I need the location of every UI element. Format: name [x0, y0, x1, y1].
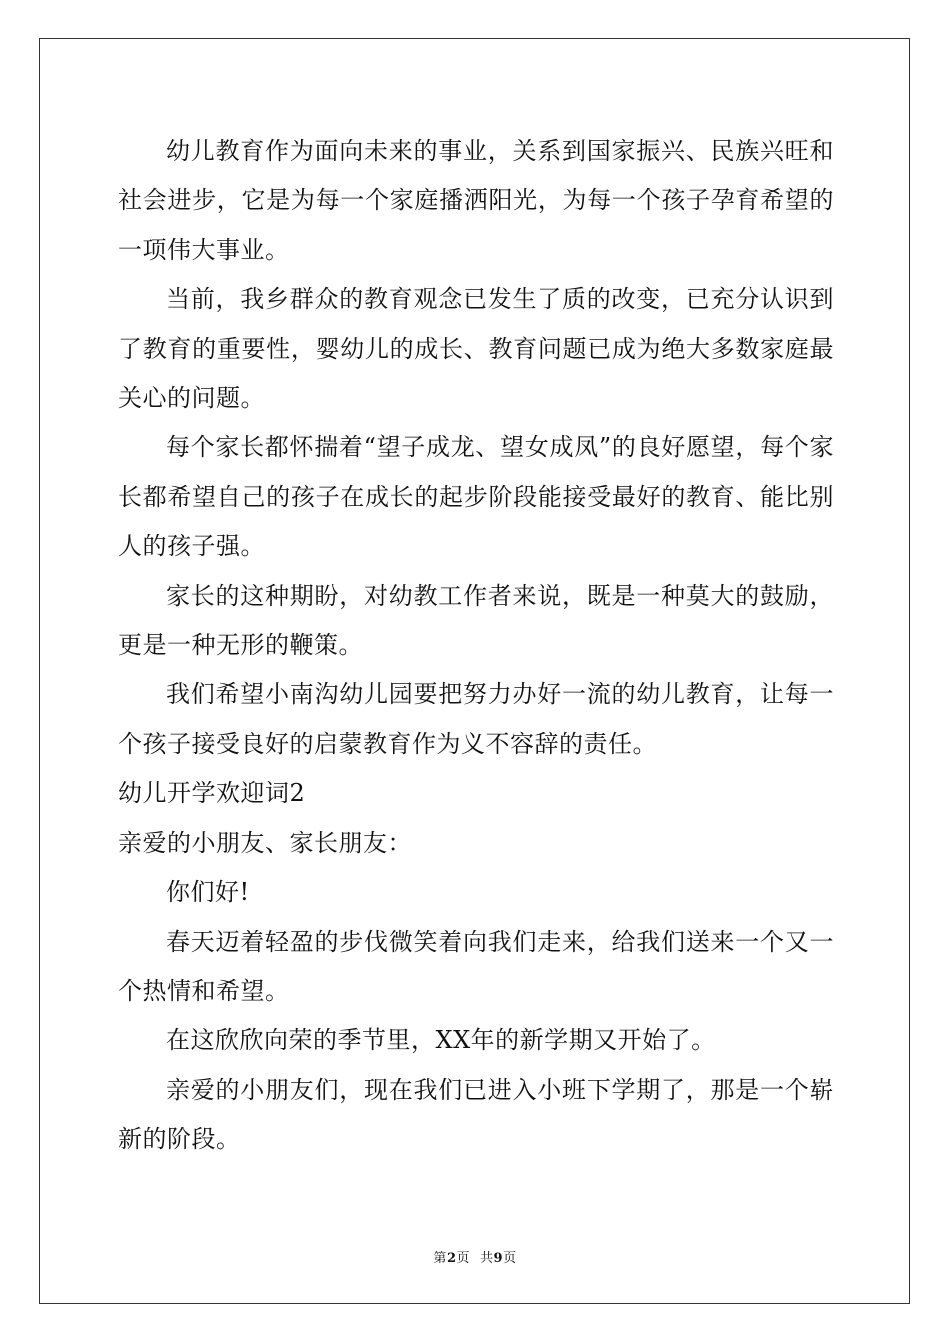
- paragraph-3: 每个家长都怀揣着“望子成龙、望女成凤”的良好愿望，每个家长都希望自己的孩子在成长的起步阶段能接受最好的教育、能比别人的孩子强。: [118, 433, 834, 561]
- greeting: 你们好!: [166, 878, 250, 907]
- total-suffix: 页: [503, 1251, 517, 1266]
- page-footer: [0, 1247, 950, 1266]
- salutation: 亲爱的小朋友、家长朋友：: [118, 828, 412, 857]
- total-pages: 9: [493, 1251, 504, 1266]
- page-number: 2: [446, 1251, 457, 1266]
- paragraph-2: 当前，我乡群众的教育观念已发生了质的改变，已充分认识到了教育的重要性，婴幼儿的成长、教育问题已成为绝大多数家庭最关心的问题。: [118, 285, 834, 413]
- paragraph-4: 家长的这种期盼，对幼教工作者来说，既是一种莫大的鼓励，更是一种无形的鞭策。: [118, 581, 834, 660]
- paragraph-6: 春天迈着轻盈的步伐微笑着向我们走来，给我们送来一个又一个热情和希望。: [118, 927, 834, 1005]
- page-prefix: 第: [433, 1251, 447, 1266]
- document-body: [118, 127, 834, 1165]
- paragraph-7: 在这欣欣向荣的季节里，XX年的新学期又开始了。: [166, 1026, 716, 1055]
- section-heading: 幼儿开学欢迎词2: [118, 779, 306, 808]
- total-prefix: 共: [480, 1251, 494, 1266]
- paragraph-1: 幼儿教育作为面向未来的事业，关系到国家振兴、民族兴旺和社会进步，它是为每一个家庭播洒阳光，为每一个孩子孕育希望的一项伟大事业。: [118, 137, 834, 264]
- page-suffix: 页: [456, 1251, 470, 1266]
- paragraph-5: 我们希望小南沟幼儿园要把努力办好一流的幼儿教育，让每一个孩子接受良好的启蒙教育作为义不容辞的责任。: [118, 680, 834, 758]
- paragraph-8: 亲爱的小朋友们，现在我们已进入小班下学期了，那是一个崭新的阶段。: [118, 1075, 834, 1154]
